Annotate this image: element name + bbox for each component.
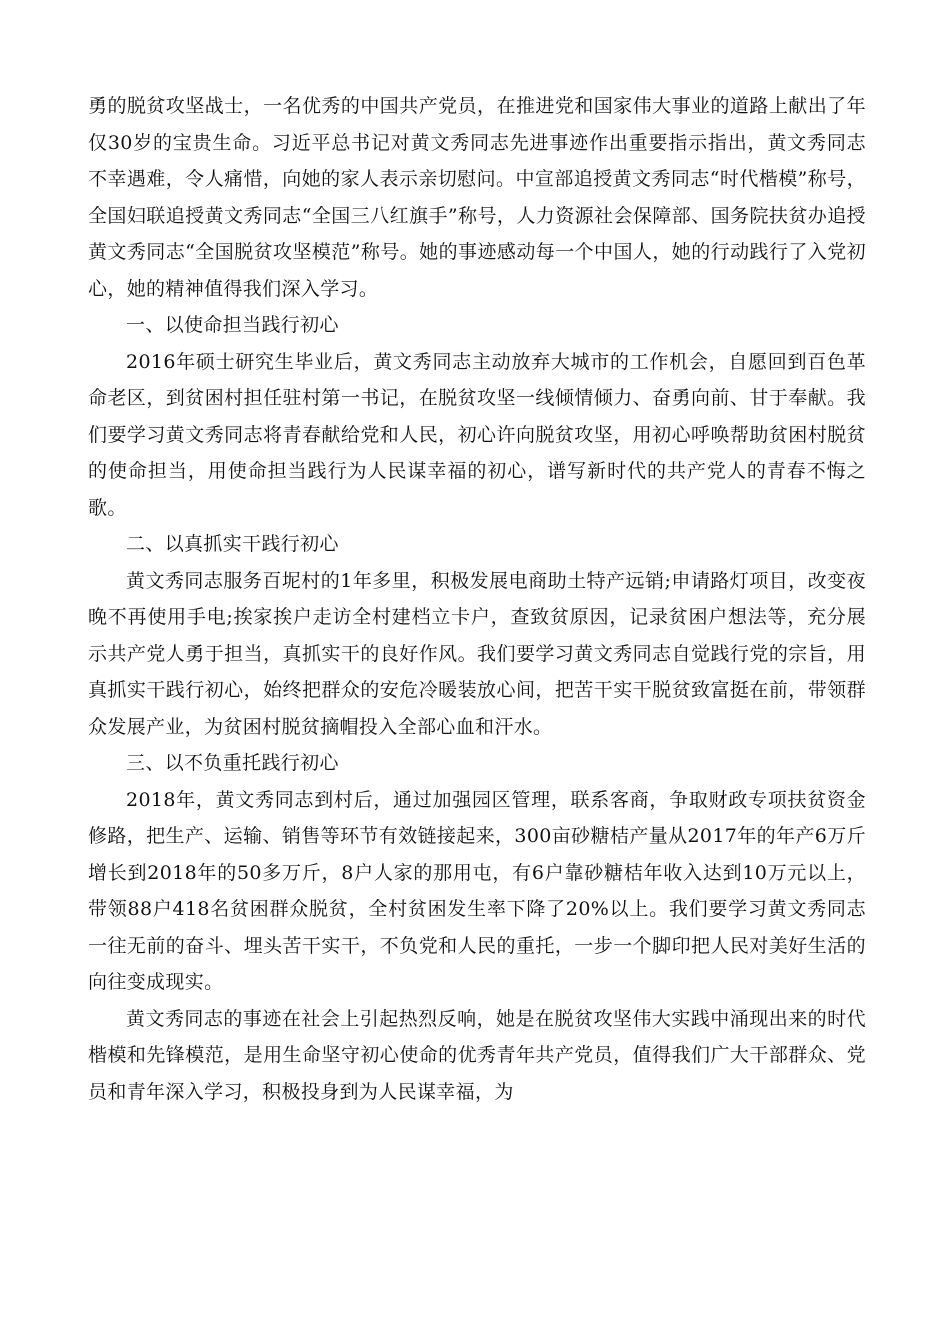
section-heading-1: 一、以使命担当践行初心 [126,314,339,336]
document-page [88,88,866,1110]
closing-paragraph: 黄文秀同志的事迹在社会上引起热烈反响，她是在脱贫攻坚伟大实践中涌现出来的时代楷模和先锋模范，是用生命坚守初心使命的优秀青年共产党员，值得我们广大干部群众、党员和青年深入学习，积极投身到为人民谋幸福，为 [88,1007,866,1103]
intro-paragraph: 勇的脱贫攻坚战士，一名优秀的中国共产党员，在推进党和国家伟大事业的道路上献出了年仅30岁的宝贵生命。习近平总书记对黄文秀同志先进事迹作出重要指示指出，黄文秀同志不幸遇难，令人痛惜，向她的家人表示亲切慰问。中宣部追授黄文秀同志“时代楷模”称号，全国妇联追授黄文秀同志“全国三八红旗手”称号，人力资源社会保障部、国务院扶贫办追授黄文秀同志“全国脱贫攻坚模范”称号。她的事迹感动每一个中国人，她的行动践行了入党初心，她的精神值得我们深入学习。 [88,95,866,300]
section-1-paragraph: 2016年硕士研究生毕业后，黄文秀同志主动放弃大城市的工作机会，自愿回到百色革命老区，到贫困村担任驻村第一书记，在脱贫攻坚一线倾情倾力、奋勇向前、甘于奉献。我们要学习黄文秀同志将青春献给党和人民，初心许向脱贫攻坚，用初心呼唤帮助贫困村脱贫的使命担当，用使命担当践行为人民谋幸福的初心，谱写新时代的共产党人的青春不悔之歌。 [88,350,866,519]
section-heading-3: 三、以不负重托践行初心 [126,752,339,774]
section-heading-2: 二、以真抓实干践行初心 [126,533,339,555]
section-3-paragraph: 2018年，黄文秀同志到村后，通过加强园区管理，联系客商，争取财政专项扶贫资金修路，把生产、运输、销售等环节有效链接起来，300亩砂糖桔产量从2017年的年产6万斤增长到2018年的50多万斤，8户人家的那用屯，有6户靠砂糖桔年收入达到10万元以上，带领88户418名贫困群众脱贫，全村贫困发生率下降了20%以上。我们要学习黄文秀同志一往无前的奋斗、埋头苦干实干，不负党和人民的重托，一步一个脚印把人民对美好生活的向往变成现实。 [88,788,866,993]
section-2-paragraph: 黄文秀同志服务百坭村的1年多里，积极发展电商助土特产远销;申请路灯项目，改变夜晚不再使用手电;挨家挨户走访全村建档立卡户，查致贫原因，记录贫困户想法等，充分展示共产党人勇于担当，真抓实干的良好作风。我们要学习黄文秀同志自觉践行党的宗旨，用真抓实干践行初心，始终把群众的安危冷暖装放心间，把苦干实干脱贫致富挺在前，带领群众发展产业，为贫困村脱贫摘帽投入全部心血和汗水。 [88,569,866,738]
